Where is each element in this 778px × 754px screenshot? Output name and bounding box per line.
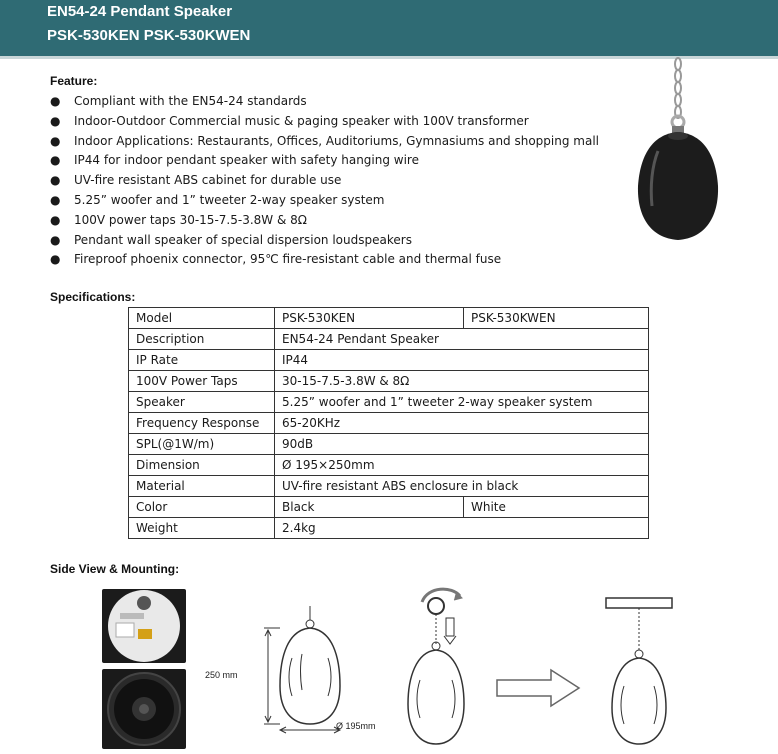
feature-item: ● Fireproof phoenix connector, 95℃ fire-resistant cable and thermal fuse	[50, 252, 502, 267]
table-row: Model PSK-530KEN PSK-530KWEN	[129, 308, 649, 329]
table-row: SPL(@1W/m) 90dB	[129, 434, 649, 455]
feature-item: ● Pendant wall speaker of special dispersion loudspeakers	[50, 232, 412, 247]
specifications-heading: Specifications:	[50, 290, 136, 304]
feature-list	[50, 93, 599, 271]
page-header	[0, 0, 778, 59]
table-row: IP Rate IP44	[129, 350, 649, 371]
width-dimension-label: Ø 195mm	[336, 721, 376, 731]
height-dimension-label: 250 mm	[205, 670, 238, 680]
table-row: Frequency Response 65-20KHz	[129, 413, 649, 434]
feature-item: ● IP44 for indoor pendant speaker with safety hanging wire	[50, 153, 419, 168]
feature-heading: Feature:	[50, 74, 98, 88]
table-row: Dimension Ø 195×250mm	[129, 455, 649, 476]
table-row: Color Black White	[129, 497, 649, 518]
feature-item: ● 5.25” woofer and 1” tweeter 2-way speaker system	[50, 192, 385, 207]
feature-item: ● Compliant with the EN54-24 standards	[50, 94, 307, 108]
feature-item: ● UV-fire resistant ABS cabinet for durable use	[50, 173, 342, 188]
rear-panel-image	[102, 589, 186, 663]
model-numbers: PSK-530KEN PSK-530KWEN	[47, 27, 251, 44]
table-row: 100V Power Taps 30-15-7.5-3.8W & 8Ω	[129, 371, 649, 392]
feature-item: ● 100V power taps 30-15-7.5-3.8W & 8Ω	[50, 212, 307, 227]
woofer-front-image	[102, 669, 186, 749]
page-title: EN54-24 Pendant Speaker	[47, 3, 233, 20]
feature-item: ● Indoor-Outdoor Commercial music & paging speaker with 100V transformer	[50, 113, 529, 128]
mounting-step-2-drawing	[598, 592, 682, 750]
specifications-table	[128, 307, 649, 539]
table-row: Material UV-fire resistant ABS enclosure in black	[129, 476, 649, 497]
arrow-right-icon	[495, 668, 581, 708]
table-row: Description EN54-24 Pendant Speaker	[129, 329, 649, 350]
table-row: Speaker 5.25” woofer and 1” tweeter 2-way speaker system	[129, 392, 649, 413]
feature-item: ● Indoor Applications: Restaurants, Offices, Auditoriums, Gymnasiums and shopping mall	[50, 133, 599, 148]
mounting-heading: Side View & Mounting:	[50, 562, 180, 576]
mounting-step-1-drawing	[400, 584, 500, 750]
table-row: Weight 2.4kg	[129, 518, 649, 539]
speaker-product-image	[628, 56, 728, 246]
